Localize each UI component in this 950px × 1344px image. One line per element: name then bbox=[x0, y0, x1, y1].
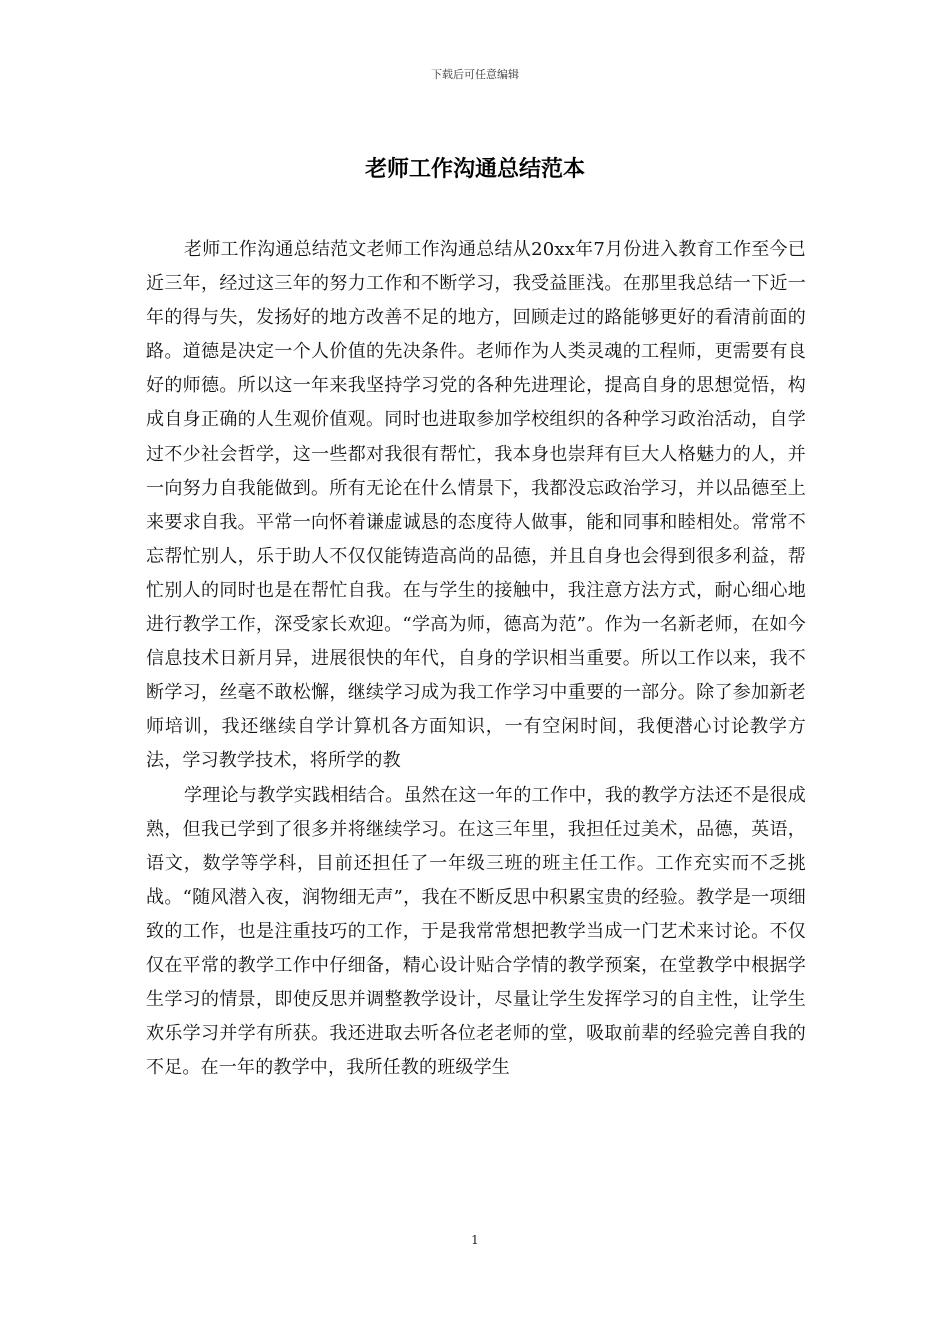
document-title: 老师工作沟通总结范本 bbox=[364, 157, 585, 182]
body-paragraph: 学理论与教学实践相结合。虽然在这一年的工作中，我的教学方法还不是很成熟，但我已学到了很多并将继续学习。在这三年里，我担任过美术，品德，英语，语文，数学等学科，目前还担任了一年级三班的班主任工作。工作充实而不乏挑战。“随风潜入夜，润物细无声”，我在不断反思中积累宝贵的经验。教学是一项细致的工作，也是注重技巧的工作，于是我常常想把教学当成一门艺术来讨论。不仅仅在平常的教学工作中仔细备，精心设计贴合学情的教学预案，在堂教学中根据学生学习的情景，即使反思并调整教学设计，尽量让学生发挥学习的自主性，让学生欢乐学习并学有所获。我还进取去听各位老老师的堂，吸取前辈的经验完善自我的不足。在一年的教学中，我所任教的班级学生 bbox=[146, 784, 806, 1079]
body-paragraph: 老师工作沟通总结范文老师工作沟通总结从20xx年7月份进入教育工作至今已近三年，经过这三年的努力工作和不断学习，我受益匪浅。在那里我总结一下近一年的得与失，发扬好的地方改善不足的地方，回顾走过的路能够更好的看清前面的路。道德是决定一个人价值的先决条件。老师作为人类灵魂的工程师，更需要有良好的师德。所以这一年来我坚持学习党的各种先进理论，提高自身的思想觉悟，构成自身正确的人生观价值观。同时也进取参加学校组织的各种学习政治活动，自学过不少社会哲学，这一些都对我很有帮忙，我本身也崇拜有巨大人格魅力的人，并一向努力自我能做到。所有无论在什么情景下，我都没忘政治学习，并以品德至上来要求自我。平常一向怀着谦虚诚恳的态度待人做事，能和同事和睦相处。常常不忘帮忙别人，乐于助人不仅仅能铸造高尚的品德，并且自身也会得到很多利益，帮忙别人的同时也是在帮忙自我。在与学生的接触中，我注意方法方式，耐心细心地进行教学工作，深受家长欢迎。“学高为师，德高为范”。作为一名新老师，在如今信息技术日新月异，进展很快的年代，自身的学识相当重要。所以工作以来，我不断学习，丝毫不敢松懈，继续学习成为我工作学习中重要的一部分。除了参加新老师培训，我还继续自学计算机各方面知识，一有空闲时间，我便潜心讨论教学方法，学习教学技术，将所学的教 bbox=[146, 239, 806, 772]
document-body bbox=[146, 233, 806, 1085]
page-header: 下载后可任意编辑 bbox=[431, 68, 519, 81]
page-number: 1 bbox=[471, 1233, 479, 1247]
